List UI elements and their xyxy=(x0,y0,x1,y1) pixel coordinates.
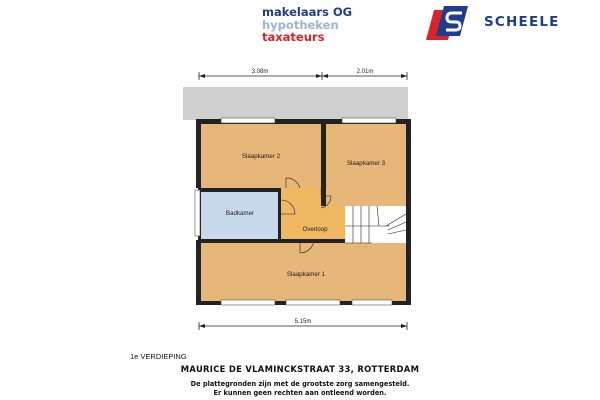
room-label-overloop: Overloop xyxy=(302,226,328,233)
room-label-slaapkamer-2: Slaapkamer 2 xyxy=(241,153,281,160)
floor-name: 1e VERDIEPING xyxy=(130,352,187,361)
property-address: MAURICE DE VLAMINCKSTRAAT 33, ROTTERDAM xyxy=(180,364,420,374)
room-fill-landing-right xyxy=(321,206,345,239)
disclaimer-line-2: Er kunnen geen rechten aan ontleend worden. xyxy=(213,389,387,397)
brand-line-taxateurs: taxateurs xyxy=(262,30,325,44)
brand-line-hypotheken: hypotheken xyxy=(262,17,339,32)
roof-overhang xyxy=(183,87,408,120)
logo-wordmark: SCHEELE xyxy=(484,14,560,30)
staircase xyxy=(345,206,406,243)
room-label-slaapkamer-3: Slaapkamer 3 xyxy=(346,160,386,167)
room-label-slaapkamer-1: Slaapkamer 1 xyxy=(286,271,326,278)
dimension-label-bottom: 5.15m xyxy=(294,319,312,325)
room-label-badkamer: Badkamer xyxy=(225,210,255,217)
dimension-label-top-right: 2.01m xyxy=(356,69,374,75)
brand-line-makelaars: makelaars OG xyxy=(262,5,353,19)
disclaimer-line-1: De plattegronden zijn met de grootste zorg samengesteld. xyxy=(190,380,410,388)
dimension-label-top-left: 3.08m xyxy=(251,69,269,75)
